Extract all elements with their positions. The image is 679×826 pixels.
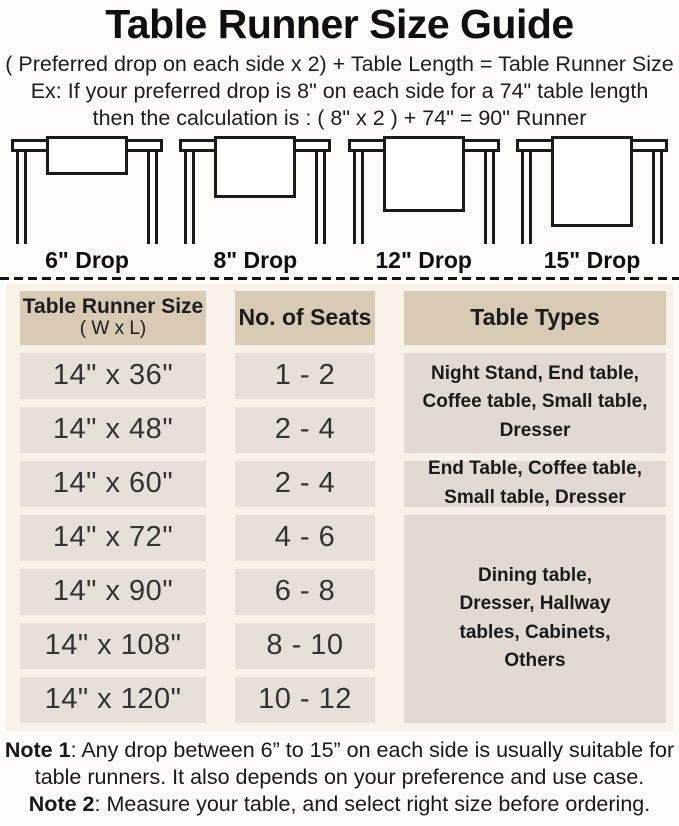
runner-size-cell: 14" x 72"	[20, 515, 206, 561]
header-runner-size-sub: ( W x L)	[79, 318, 147, 340]
header-runner-size	[20, 291, 206, 345]
example-line-2: then the calculation is : ( 8" x 2 ) + 74" = 90" Runner	[92, 105, 587, 130]
note-1-text: : Any drop between 6” to 15” on each side is usually suitable for table runners. It also depends on your preference and use case.	[34, 737, 675, 789]
header-table-types-label: Table Types	[470, 304, 600, 331]
drop-illustration	[513, 136, 671, 273]
header-seats	[235, 291, 375, 345]
example-line-1: Ex: If your preferred drop is 8" on each side for a 74" table length	[30, 78, 649, 103]
note-2-text: : Measure your table, and select right size before ordering.	[94, 791, 651, 816]
drop-label: 15" Drop	[543, 247, 641, 274]
table-leg-left	[184, 149, 195, 244]
runner-shape	[46, 136, 128, 175]
seats-cell: 8 - 10	[235, 623, 375, 669]
drop-illustration	[345, 136, 503, 273]
table-leg-left	[521, 149, 532, 244]
formula-text: ( Preferred drop on each side x 2) + Table Length = Table Runner Size	[5, 51, 674, 76]
table-leg-left	[16, 149, 27, 244]
dashed-divider	[0, 277, 679, 280]
table-drawing	[516, 136, 668, 244]
table-types-cell: Dining table, Dresser, Hallway tables, Cabinets, Others	[404, 515, 666, 723]
size-table-panel	[6, 284, 673, 731]
notes-section	[0, 737, 679, 818]
drop-illustration	[8, 136, 166, 273]
header-runner-size-title: Table Runner Size	[22, 295, 204, 319]
table-drawing	[348, 136, 500, 244]
table-leg-right	[484, 149, 495, 244]
seats-cell: 2 - 4	[235, 461, 375, 507]
drop-label: 12" Drop	[375, 247, 472, 274]
note-2	[4, 791, 675, 818]
runner-size-cell: 14" x 120"	[20, 677, 206, 723]
runner-size-cell: 14" x 90"	[20, 569, 206, 615]
size-table	[20, 291, 673, 723]
seats-cell: 10 - 12	[235, 677, 375, 723]
seats-cell: 6 - 8	[235, 569, 375, 615]
note-1-label: Note 1	[4, 737, 71, 762]
table-leg-right	[315, 149, 326, 244]
seats-cell: 4 - 6	[235, 515, 375, 561]
table-types-cell: Night Stand, End table, Coffee table, Small table, Dresser	[404, 353, 666, 453]
table-types-cell: End Table, Coffee table, Small table, Dresser	[404, 461, 666, 507]
runner-size-cell: 14" x 60"	[20, 461, 206, 507]
runner-shape	[214, 136, 296, 198]
table-leg-right	[147, 149, 158, 244]
table-drawing	[11, 136, 163, 244]
runner-shape	[383, 136, 465, 212]
drop-label: 6" Drop	[45, 247, 129, 274]
table-drawing	[179, 136, 331, 244]
seats-cell: 1 - 2	[235, 353, 375, 399]
table-leg-left	[353, 149, 364, 244]
note-2-label: Note 2	[28, 791, 95, 816]
page-title: Table Runner Size Guide	[105, 1, 574, 47]
runner-shape	[551, 136, 633, 227]
header	[0, 2, 679, 131]
drop-label: 8" Drop	[213, 247, 298, 274]
table-leg-right	[652, 149, 663, 244]
runner-size-cell: 14" x 36"	[20, 353, 206, 399]
seats-cell: 2 - 4	[235, 407, 375, 453]
header-seats-label: No. of Seats	[238, 304, 372, 331]
header-table-types	[404, 291, 666, 345]
drop-illustration	[176, 136, 334, 273]
drop-illustrations-row	[0, 132, 679, 273]
runner-size-cell: 14" x 48"	[20, 407, 206, 453]
runner-size-cell: 14" x 108"	[20, 623, 206, 669]
note-1	[4, 737, 675, 791]
